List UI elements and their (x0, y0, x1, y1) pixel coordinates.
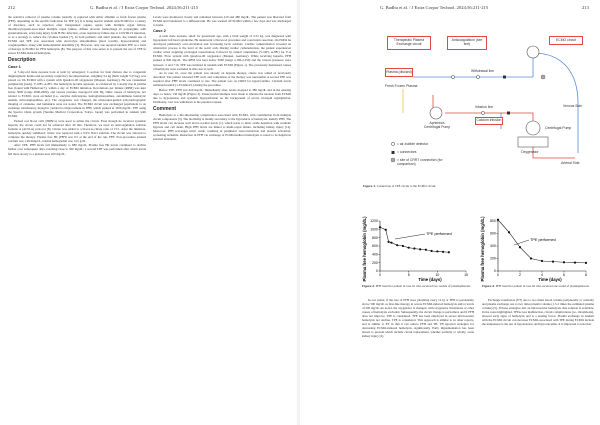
right-column-1 (362, 298, 474, 420)
calcium-infusion-label: Calcium infusion (475, 117, 503, 125)
connector-icon (503, 76, 506, 79)
figure3-data-point (552, 261, 554, 263)
figure3-data-point (519, 246, 521, 248)
figure2-y-tick-label: 0 (375, 269, 378, 274)
figure2-x-tick-label: 0 (379, 273, 381, 277)
air-bubble-detector-icon (476, 75, 479, 78)
centrifugal-pump-shape (526, 121, 540, 135)
figure2-y-tick-label: 400 (372, 252, 378, 257)
figure2-data-point (408, 247, 410, 249)
figure3-data-point (585, 262, 587, 264)
legend-connector-icon (392, 151, 395, 154)
plasma-discard-label: Plasma (discard) (385, 68, 413, 77)
figure2-annotation-arrow (395, 234, 425, 239)
figure3-ylabel: Plasma free hemoglobin (mg/dL) (480, 216, 485, 282)
comment-heading: Comment (153, 105, 177, 112)
discussion-paragraph: In our center, if the rate of PFH rises (doubling every 12 h) or PFH is persistently above 500 mg/dL as first-line therapy in severe ECMO-induced hemolysis and/or levels of 500 mg/dL are noted, the oxygenator is changed, with oxygenator thrombosis or other causes of hemolysis excluded. Subsequently, the circuit change is performed, and if PFH does not improve, TPE is considered. TPE has been employed in severe intravascular hemolysis not decline. TPE is considered. This approach is similar to in other reports, and is similar to ET in that it can reduce PFH and TB. TB reported strategies for decreasing ECMO-induced hemolysis, significantly. Early implementation has been shown to prevent which include circuit replacement, whether partially or wholly, acute kidney injury [2]. (362, 298, 474, 339)
legend-connectors-text: = connectors (397, 150, 417, 154)
page-number-left: 212 (8, 5, 15, 10)
figure2-data-point (396, 244, 398, 246)
figure3-data-point (508, 231, 510, 233)
legend-bubble-text: = air-bubble detector (397, 142, 429, 146)
figure2-data-point (388, 241, 390, 243)
figure3-x-tick-label: 8 (585, 273, 587, 277)
figure2-data-point (431, 250, 433, 252)
case2-paragraph: Before TPE, PFH was 620 mg/dL. Immediately after, levels dropped to 380 mg/dL and in the ensuing days, to below 130 mg/dL (Figure 3). Unsuccessful attempts were made to liberate the neonate from ECMO due to hypotension and systemic hypoperfusion on the background of severe tricuspid regurgitation. Ultimately, care was withdrawn at the parental request. (153, 87, 291, 104)
figure2-data-point (385, 229, 387, 231)
infusion-line-label: Infusion line (475, 105, 494, 109)
figure3-data-point (530, 257, 532, 259)
figure2-data-point (436, 250, 438, 252)
figure1-caption-text: Connection of TPE circuit to the ECMO circuit. (376, 184, 437, 188)
page-number-right: 213 (582, 5, 589, 10)
figure2-y-tick-label: 200 (372, 260, 378, 265)
figure3-data-point (563, 261, 565, 263)
tpe-circuit-label: Therapeutic Plasma Exchange circuit (387, 36, 431, 50)
running-header-left: G. Budhu et al. / J Extra Corpor Technol. 2024;56:211-215 (90, 5, 199, 10)
venous-side-label: Venous Side (563, 104, 583, 108)
figure3-x-tick-label: 6 (563, 273, 565, 277)
figure2-x-tick-label: 15 (464, 273, 468, 277)
figure2-data-point (379, 226, 381, 228)
legend-crrt-text: = site of CRRT connection (for comparison) (397, 158, 443, 166)
figure3-data-point (497, 219, 499, 221)
figure2-y-tick-label: 1200 (370, 219, 378, 224)
figure2-xlabel: Time (days) (418, 277, 442, 282)
figure3-y-tick-label: 400 (490, 244, 496, 249)
case1-paragraph: Packed red blood cells (PRBCs) were used to prime the circuit. Even though he received systemic heparin, the circuit could not be achieved after 40 min. Therefore, we used an anticoagulation solution formula A (ACD-A) protocol [6]. Citrate was added to a blood-to-citrate ratio of 15:1. After the initiation, hemolysis quickly stabilized; citrate was replaced with a 0.9% NaCl solution. The circuit was allowed to complete the therapy. Plasma free Hb (PFH) was 0.5 at the end of the run. FFP: Post-procedure ionized calcium was 1.26 mmol/L, normal hemoglobin was 12.5 g/dL. (8, 118, 146, 143)
figure3-x-tick-label: 0 (497, 273, 499, 277)
figure3-caption-text: PFH trend for patient in case #2 who received one round of plasmapheresis. (495, 284, 590, 288)
oxygenator-label: Oxygenator (521, 150, 539, 154)
intro-paragraph: the selective removal of plasma volume (usually 1) replaced with either albumin or fresh frozen plasma (FFP), depending on the specific indication for TPE [2]. It is being used in tandem with ECMO for a variety of disorders, such as rejection after transplanted organs, sepsis with multiple organ failure, thrombocytopenia-associated multiple organ failure, diffuse alveolar hemorrhage in polyangiitis with granulomatosis, acute lung injury from H1N1 infection, acute respiratory failure due to COVID-19 infection, or as a strategy to reduce the cytokine burden [7]. In both pediatric and adult patients, the tandem use of ECMO and TPE was associated with electrolyte abnormalities (most notably, hypocalcemia) and coagulopathies, along with hemodynamic instability [3]. However, only one reported tandem TPE as a form of therapy in ECMO for PFO hemolysis [8]. The purpose of this case series is to present the use of TPE in severe ECMO-induced hemolysis. (8, 15, 146, 56)
left-column-2 (153, 15, 291, 420)
right-column-2 (482, 298, 594, 420)
case1-paragraph: A 7-day-old male neonate born at term by emergency C-section for fetal distress due to congenital diaphragmatic hernia and secondary respiratory decompensation, weighing 3.2 kg (birth weight 3.25 kg), was placed on VA ECMO with a system with Quadrox-iD oxygenator (Maquet, Germany). He was cannulated peripherally (neck). V-10Fr, A-8Fr. The hemolysis became apparent, as evidenced by a steady rise in plasma free (found with HemoCue®), within a day of ECMO initiation. Revolutions per minute (RPM) was kept below 3000 (range 2000-2600), and venous pressure averaged 0 mm Hg. Other causes of hemolysis, not related to ECMO, were excluded (i.e., enzyme deficiencies, hemoglobinopathies, autoimmune hemolytic anemia, microangiopathies, etc). The oxygenator was changed, the ultrasound-guided echocardiographic imaging of cannulae, and hematuria were not noted. The ECMO circuit was exchanged (equivalent to an exchange transfusion), though it yielded no improvement in PFH, which peaked at 1050 mg/dL. TPE using the Spectra Optia system (Terumo Medical Corporation, Tokyo, Japan) was performed in tandem with ECMO. (8, 69, 146, 119)
anticoagulation-label: Anticoagulation (see text) (447, 36, 487, 50)
figure1-circuit-diagram (383, 33, 591, 183)
figure1-caption (363, 185, 593, 189)
figure2-y-tick-label: 800 (372, 235, 378, 240)
discussion-paragraph: Exchange transfusion (ET) one to two times blood volume peripherally or centrally and plasma exchange one to two times plasma volume (1.5-2 times the estimated plasma volume) [5]. If these strategies fail, an intravascular hemolysis date solution is available. In the cases highlighted, TPEaccess malfunction, circuit complications (i.e., thrombosis), showed early signs of hemolysis and is a leading factor. Plasma exchange in tandem with the ECMO circuit can decrease ECMO-associated with TPE during ECMO include the uniqueness is the use of hypotension, and hypocalcemia. It is important to note that (482, 298, 594, 327)
figure2-caption-text: PFH trend for patient in case #1 who received two rounds of plasmapheresis. (375, 284, 471, 288)
figure2-annotation: TPE performed (426, 232, 452, 236)
air-bubble-detector-icon (451, 75, 454, 78)
figure3-data-point (541, 260, 543, 262)
figure2-data-point (402, 245, 404, 247)
figure2-data-point (413, 247, 415, 249)
oxygenator-shape (518, 137, 548, 147)
case1-paragraph: After TPE, PFH levels fell immediately to 680 mg/dL. Plasma free Hb levels continued to decline further over subsequent days, reaching close to 500 mg/dL; a second TPE was performed after which levels fell more slowly to a plateau near 450 mg/dL. (8, 143, 146, 156)
figure3-y-tick-label: 800 (490, 219, 496, 224)
figure3-x-tick-label: 4 (541, 273, 543, 277)
figure2-caption-label: Figure 2. (362, 284, 375, 288)
comment-paragraph: Hemolysis is a life-threatening complication associated with ECMO, with contribution from multiple circuit components [3]. The morbidity is mainly secondary to the byproducts of hemolysis, namely PFH. The PFH levels can increase well above normal levels [1], which leads to nitric oxide depletion with resultant hypoxia and cell death. High PFH levels are linked to multi-organ failure, including kidney injury [12]. Moreover, PFH scavenges nitric oxide, resulting in peripheral vasoconstriction and platelet activation, worsening ischemia. Reduction in PFH via exchange of ECMO-induced hemolysis is noted to be helpful in selected situations. (153, 112, 291, 141)
air-bubble-detector-icon (481, 111, 484, 114)
description-heading: Description (8, 57, 36, 64)
case1-continued-paragraph: Levels were monitored closely and remained between 210 and 480 mg/dL. The patient was liberated from ECMO and transferred to a different unit. He was weaned off ECMO within a few days and was discharged to home. (153, 15, 291, 28)
figure3-x-tick-label: 2 (519, 273, 521, 277)
figure3-caption-label: Figure 3. (482, 284, 495, 288)
figure2-data-point (448, 251, 450, 253)
apheresis-pump-shape (430, 107, 442, 119)
figure2-data-point (425, 249, 427, 251)
figure3-annotation: TPE performed (530, 238, 556, 242)
figure3-caption (482, 285, 594, 289)
figure2-data-point (442, 251, 444, 253)
case1-heading: Case 1 (8, 63, 21, 69)
figure1-caption-label: Figure 1. (363, 184, 376, 188)
figure3-data-point (574, 261, 576, 263)
figure3-y-tick-label: 200 (490, 256, 496, 261)
connector-icon (507, 112, 510, 115)
figure2-data-point (419, 248, 421, 250)
running-header-right: G. Budhu et al. / J Extra Corpor Technol. 2024;56:211-215 (380, 5, 489, 10)
fresh-frozen-plasma-label: Fresh Frozen Plasma (385, 84, 418, 88)
left-column-1 (8, 15, 146, 420)
figure3-xlabel: Time (days) (538, 277, 562, 282)
figure3-y-tick-label: 600 (490, 231, 496, 236)
figure2-x-tick-label: 10 (435, 273, 440, 277)
ecmo-top-circle (527, 46, 539, 58)
withdrawal-line-label: Withdrawal line (471, 69, 494, 73)
ecmo-circuit-label: ECMO circuit (549, 36, 583, 45)
legend-bubble-icon (391, 142, 394, 145)
case2-paragraph: As in case #1, once the patient was already on heparin therapy, citrate was added as previously described. The patient tolerated TPE well, and completion of the therapy was uneventful. A second TPE was required after PFH levels continued to rise. The patient was on CRRT for hypervolemia. Calcium levels remained normal (1.33 mmol/L) during the procedure. (153, 71, 291, 88)
centrifugal-pump-label: Centrifugal Pump (545, 126, 572, 130)
figure3-chart (480, 213, 592, 283)
figure2-ylabel: Plasma free hemoglobin (mg/dL) (362, 216, 367, 282)
figure2-data-point (390, 242, 392, 244)
figure3-y-tick-label: 0 (493, 269, 496, 274)
figure2-x-tick-label: 5 (407, 273, 410, 277)
arterial-side-label: Arterial Side (561, 161, 580, 165)
figure2-caption (362, 285, 474, 289)
apheresis-pump-label: Apheresis Centrifugal Pump (423, 121, 451, 129)
figure2-chart (362, 213, 472, 283)
figure2-y-tick-label: 1000 (370, 227, 378, 232)
figure2-y-tick-label: 600 (372, 244, 378, 249)
case2-heading: Case 2 (153, 28, 166, 34)
case2-paragraph: A term male neonate, small for gestational age, with a birth weight of 2.52 kg, was diagnosed with hypoplastic left heart syndrome. He underwent a Norwood procedure and coarctation resection. On POD4 he developed pulmonary over-circulation and worsening lactic acidosis. Cardiac catheterization revealed an obstructive process at the level of the aortic arch. During cardiac catheterization, the patient experienced cardiac arrest requiring prolonged resuscitation, followed by central cannulation (V-16Fr, A-8Fr) for V-A ECMO. Flow system with Quadrox-iD oxygenator (Maquet, Germany). While receiving heparin, PFH peaked at 820 mg/dL. The RPM was kept below 3000 (range 2,190-2,250) and the venous pressures were between -5 and +10. TPE was initiated in tandem with ECMO (Figure 1). The previously mentioned causes of hemolysis were excluded in this case as well. (153, 34, 291, 71)
